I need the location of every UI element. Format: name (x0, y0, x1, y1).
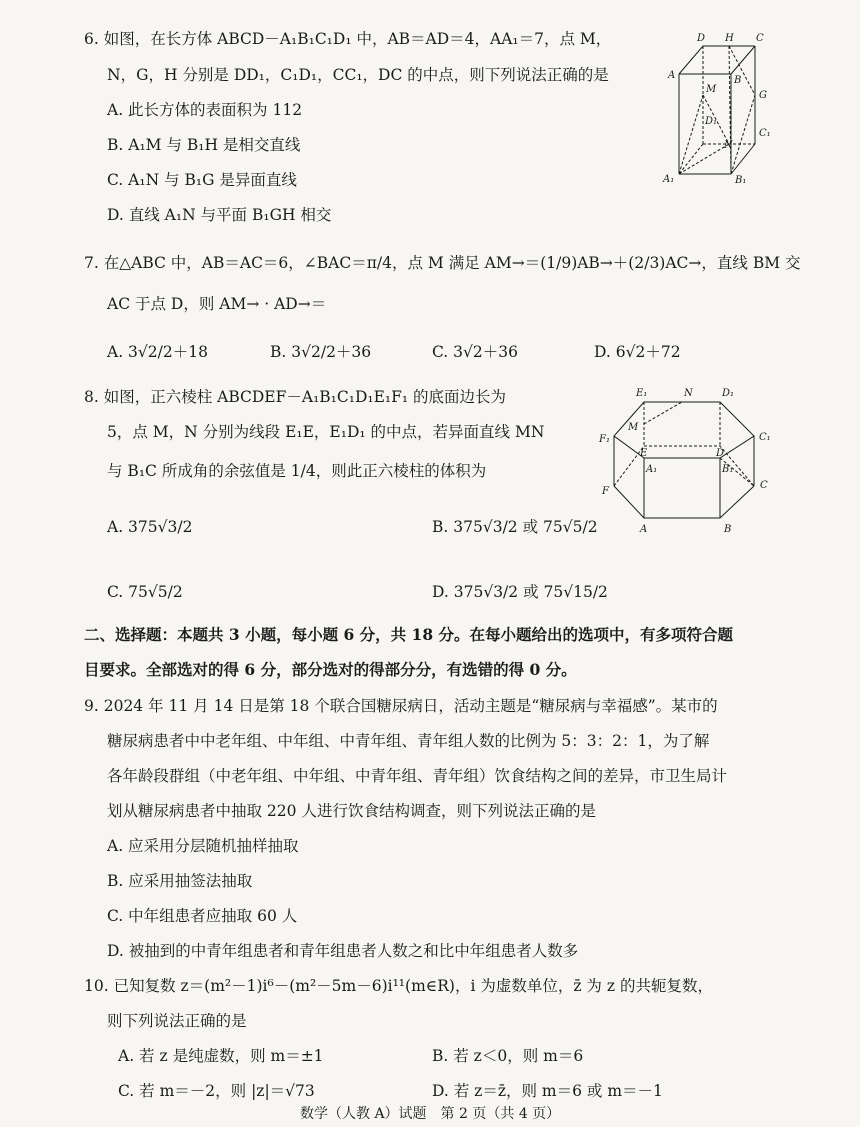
q9-stem-line1: 9. 2024 年 11 月 14 日是第 18 个联合国糖尿病日，活动主题是“糖尿病与幸福感”。某市的 (84, 697, 718, 715)
section2-header-line1: 二、选择题：本题共 3 小题，每小题 6 分，共 18 分。在每小题给出的选项中，有多项符合题 (84, 625, 734, 644)
q9-stem-line2: 糖尿病患者中中老年组、中年组、中青年组、青年组人数的比例为 5：3：2：1，为了解 (107, 732, 710, 750)
q9-option-b: B. 应采用抽签法抽取 (107, 872, 253, 890)
q10-option-b: B. 若 z＜0，则 m＝6 (432, 1047, 584, 1065)
q10-option-d: D. 若 z＝z̄，则 m＝6 或 m＝－1 (432, 1082, 663, 1100)
q8-fig-label-f1: F₁ (599, 434, 610, 445)
q10-stem-line2: 则下列说法正确的是 (107, 1012, 247, 1030)
q6-stem-line1: 6. 如图，在长方体 ABCD－A₁B₁C₁D₁ 中，AB＝AD＝4，AA₁＝7，点 M， (84, 30, 612, 48)
q8-fig-label-f: F (602, 486, 609, 497)
q7-option-d: D. 6√2＋72 (594, 343, 681, 361)
q8-option-a: A. 375√3/2 (107, 518, 193, 536)
q8-fig-label-a1: A₁ (646, 464, 658, 475)
q8-fig-label-n: N (684, 388, 693, 399)
q8-fig-label-e1: E₁ (636, 388, 648, 399)
q6-fig-label-b: B (734, 75, 742, 86)
q6-fig-label-a: A (668, 70, 676, 81)
q9-option-c: C. 中年组患者应抽取 60 人 (107, 907, 298, 925)
q6-cuboid-figure (655, 26, 795, 186)
q6-option-a: A. 此长方体的表面积为 112 (107, 101, 303, 119)
q9-stem-line4: 划从糖尿病患者中抽取 220 人进行饮食结构调查，则下列说法正确的是 (107, 802, 596, 820)
q8-stem-line3: 与 B₁C 所成角的余弦值是 1/4，则此正六棱柱的体积为 (107, 462, 487, 480)
q6-option-b: B. A₁M 与 B₁H 是相交直线 (107, 136, 301, 154)
q6-fig-label-d: D (697, 33, 706, 44)
q7-stem-line1: 7. 在△ABC 中，AB＝AC＝6，∠BAC＝π/4，点 M 满足 AM→＝(1/9)AB→＋(2/3)AC→，直线 BM 交 (84, 254, 801, 272)
q9-option-d: D. 被抽到的中青年组患者和青年组患者人数之和比中年组患者人数多 (107, 942, 579, 960)
q9-option-a: A. 应采用分层随机抽样抽取 (107, 837, 299, 855)
q6-fig-label-a1: A₁ (663, 174, 675, 185)
q10-option-c: C. 若 m＝－2，则 |z|＝√73 (118, 1082, 315, 1100)
q8-fig-label-b: B (724, 524, 732, 535)
q6-fig-label-n: N (724, 140, 733, 151)
q8-fig-label-d: D (716, 448, 725, 459)
q6-fig-label-m: M (706, 84, 717, 95)
page-footer: 数学（人教 A）试题 第 2 页（共 4 页） (300, 1106, 561, 1122)
section2-header-line2: 目要求。全部选对的得 6 分，部分选对的得部分分，有选错的得 0 分。 (84, 660, 577, 679)
q6-option-c: C. A₁N 与 B₁G 是异面直线 (107, 171, 297, 189)
q7-option-b: B. 3√2/2＋36 (270, 343, 372, 361)
q6-fig-label-c1: C₁ (759, 128, 771, 139)
q8-fig-label-c: C (760, 480, 768, 491)
q8-fig-label-a: A (640, 524, 648, 535)
q10-option-a: A. 若 z 是纯虚数，则 m＝±1 (118, 1047, 324, 1065)
q8-fig-label-m: M (628, 422, 639, 433)
q8-stem-line2: 5，点 M，N 分别为线段 E₁E，E₁D₁ 的中点，若异面直线 MN (107, 423, 545, 441)
q6-fig-label-d1: D₁ (705, 116, 718, 127)
q8-option-b: B. 375√3/2 或 75√5/2 (432, 518, 598, 536)
q8-stem-line1: 8. 如图，正六棱柱 ABCDEF－A₁B₁C₁D₁E₁F₁ 的底面边长为 (84, 388, 507, 406)
q7-stem-line2: AC 于点 D，则 AM→ · AD→＝ (107, 295, 327, 313)
q8-fig-label-c1: C₁ (759, 432, 771, 443)
q6-option-d: D. 直线 A₁N 与平面 B₁GH 相交 (107, 206, 332, 224)
q8-hexagonal-prism-figure (594, 380, 794, 540)
q6-fig-label-b1: B₁ (735, 175, 747, 186)
q6-fig-label-h: H (725, 33, 734, 44)
q9-stem-line3: 各年龄段群组（中老年组、中年组、中青年组、青年组）饮食结构之间的差异，市卫生局计 (107, 767, 728, 785)
q6-fig-label-c: C (756, 33, 764, 44)
q6-fig-label-g: G (759, 90, 767, 101)
q8-option-d: D. 375√3/2 或 75√15/2 (432, 583, 608, 601)
q7-option-c: C. 3√2＋36 (432, 343, 518, 361)
q10-stem-line1: 10. 已知复数 z＝(m²－1)i⁶－(m²－5m－6)i¹¹(m∈R)，i 为虚数单位，z̄ 为 z 的共轭复数， (84, 977, 713, 995)
q8-fig-label-d1: D₁ (722, 388, 735, 399)
q7-option-a: A. 3√2/2＋18 (107, 343, 208, 361)
q8-option-c: C. 75√5/2 (107, 583, 183, 601)
q6-stem-line2: N，G，H 分别是 DD₁，C₁D₁，CC₁，DC 的中点，则下列说法正确的是 (107, 66, 609, 84)
q8-fig-label-e: E (640, 448, 648, 459)
q8-fig-label-b1: B₁ (722, 464, 734, 475)
